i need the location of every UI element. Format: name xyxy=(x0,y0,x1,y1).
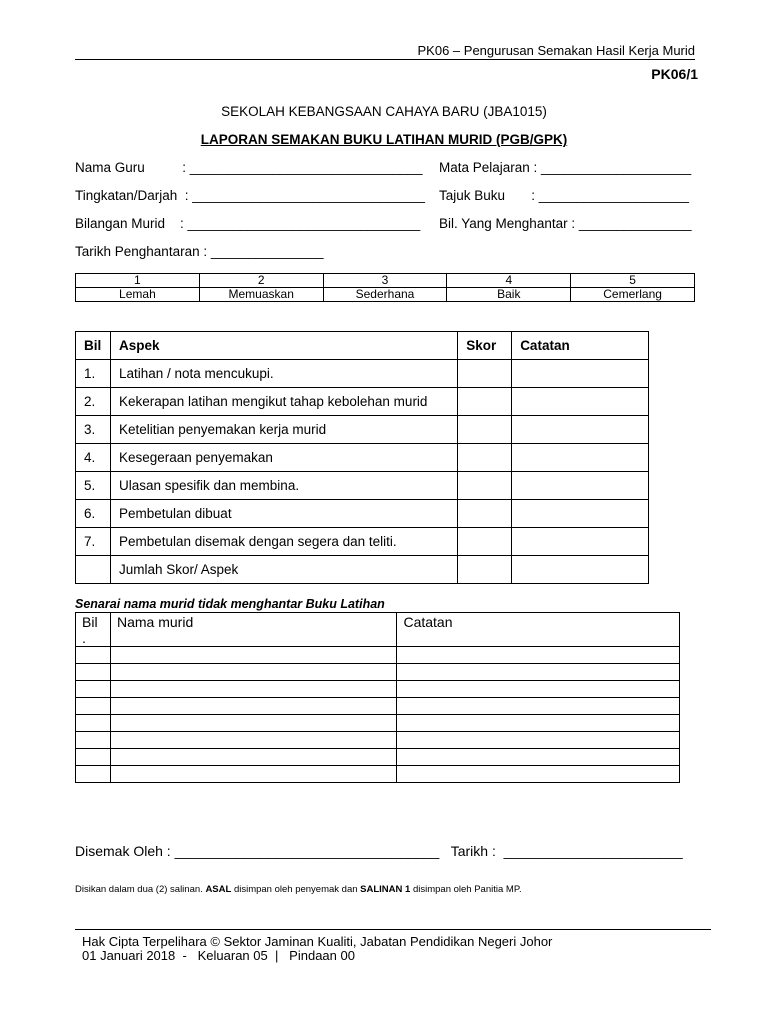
scale-number: 5 xyxy=(571,274,695,288)
note-text: Disikan dalam dua (2) salinan. xyxy=(75,884,206,895)
catatan-cell[interactable] xyxy=(512,416,649,444)
scale-number: 3 xyxy=(323,274,447,288)
murid-catatan-cell[interactable] xyxy=(397,715,680,732)
note-text: disimpan oleh Panitia MP. xyxy=(410,884,522,895)
bil-header: Bil xyxy=(76,332,111,360)
murid-list-table xyxy=(75,612,680,783)
nama-murid-cell[interactable] xyxy=(110,766,396,783)
murid-bil-header xyxy=(76,613,111,647)
bil-menghantar-field: Bil. Yang Menghantar : _______________ xyxy=(439,216,692,231)
nama-murid-cell[interactable] xyxy=(110,647,396,664)
aspek-row xyxy=(76,528,649,556)
aspek-text: Pembetulan disemak dengan segera dan teliti. xyxy=(110,528,457,556)
skor-cell[interactable] xyxy=(458,388,512,416)
murid-bil-cell[interactable] xyxy=(76,732,111,749)
aspek-row xyxy=(76,444,649,472)
aspek-bil: 4. xyxy=(76,444,111,472)
scale-label: Memuaskan xyxy=(199,288,323,302)
murid-catatan-cell[interactable] xyxy=(397,664,680,681)
skor-cell[interactable] xyxy=(458,528,512,556)
tingkatan-darjah-field: Tingkatan/Darjah : _______________________________ xyxy=(75,188,426,203)
nama-murid-cell[interactable] xyxy=(110,698,396,715)
tajuk-buku-field: Tajuk Buku : ____________________ xyxy=(439,188,689,203)
scale-label-row xyxy=(76,288,695,302)
murid-bil-cell[interactable] xyxy=(76,698,111,715)
catatan-header: Catatan xyxy=(512,332,649,360)
note-salinan: SALINAN 1 xyxy=(360,884,411,895)
murid-catatan-cell[interactable] xyxy=(397,749,680,766)
scale-label: Baik xyxy=(447,288,571,302)
aspek-row xyxy=(76,388,649,416)
aspek-bil: 1. xyxy=(76,360,111,388)
aspek-bil: 6. xyxy=(76,500,111,528)
murid-bil-label: Bil xyxy=(82,614,98,630)
murid-bil-cell[interactable] xyxy=(76,715,111,732)
disemak-oleh-line: Disemak Oleh : __________________________________ Tarikh : _______________________ xyxy=(75,843,683,859)
nama-murid-cell[interactable] xyxy=(110,715,396,732)
document-header-title: PK06 – Pengurusan Semakan Hasil Kerja Murid xyxy=(417,43,695,58)
catatan-cell[interactable] xyxy=(512,444,649,472)
catatan-cell[interactable] xyxy=(512,528,649,556)
murid-catatan-cell[interactable] xyxy=(397,732,680,749)
header-divider xyxy=(75,59,695,60)
jumlah-bil xyxy=(76,556,111,584)
aspek-bil: 3. xyxy=(76,416,111,444)
skor-header: Skor xyxy=(458,332,512,360)
murid-catatan-cell[interactable] xyxy=(397,766,680,783)
skor-cell[interactable] xyxy=(458,360,512,388)
aspek-bil: 2. xyxy=(76,388,111,416)
murid-bil-cell[interactable] xyxy=(76,647,111,664)
form-code: PK06/1 xyxy=(651,66,698,82)
bilangan-murid-field: Bilangan Murid : _______________________________ xyxy=(75,216,421,231)
aspek-row xyxy=(76,360,649,388)
tarikh-penghantaran-field: Tarikh Penghantaran : _______________ xyxy=(75,244,324,259)
murid-row xyxy=(76,664,680,681)
nama-murid-cell[interactable] xyxy=(110,749,396,766)
murid-row xyxy=(76,766,680,783)
catatan-cell[interactable] xyxy=(512,500,649,528)
rating-scale-table xyxy=(75,273,695,302)
skor-cell[interactable] xyxy=(458,500,512,528)
scale-number: 2 xyxy=(199,274,323,288)
skor-cell[interactable] xyxy=(458,444,512,472)
skor-cell[interactable] xyxy=(458,472,512,500)
aspek-text: Latihan / nota mencukupi. xyxy=(110,360,457,388)
scale-number: 4 xyxy=(447,274,571,288)
nama-murid-cell[interactable] xyxy=(110,664,396,681)
murid-bil-dot: . xyxy=(82,630,86,646)
jumlah-row xyxy=(76,556,649,584)
scale-label: Sederhana xyxy=(323,288,447,302)
aspek-bil: 5. xyxy=(76,472,111,500)
murid-catatan-cell[interactable] xyxy=(397,681,680,698)
murid-row xyxy=(76,732,680,749)
aspek-row xyxy=(76,500,649,528)
footer-divider xyxy=(75,929,711,930)
scale-number-row xyxy=(76,274,695,288)
nama-murid-cell[interactable] xyxy=(110,681,396,698)
murid-row xyxy=(76,715,680,732)
murid-list-title: Senarai nama murid tidak menghantar Buku Latihan xyxy=(75,597,385,611)
skor-cell[interactable] xyxy=(458,416,512,444)
footer-copyright: Hak Cipta Terpelihara © Sektor Jaminan Kualiti, Jabatan Pendidikan Negeri Johor xyxy=(82,934,553,949)
murid-catatan-header: Catatan xyxy=(397,613,680,647)
aspek-text: Ketelitian penyemakan kerja murid xyxy=(110,416,457,444)
murid-header-row xyxy=(76,613,680,647)
scale-label: Cemerlang xyxy=(571,288,695,302)
aspek-row xyxy=(76,416,649,444)
aspek-text: Kekerapan latihan mengikut tahap kebolehan murid xyxy=(110,388,457,416)
jumlah-skor-cell[interactable] xyxy=(458,556,512,584)
murid-bil-cell[interactable] xyxy=(76,749,111,766)
footer-revision: 01 Januari 2018 - Keluaran 05 | Pindaan 00 xyxy=(82,948,355,963)
murid-catatan-cell[interactable] xyxy=(397,647,680,664)
mata-pelajaran-field: Mata Pelajaran : ____________________ xyxy=(439,160,692,175)
aspek-header: Aspek xyxy=(110,332,457,360)
aspek-table xyxy=(75,331,649,584)
jumlah-label: Jumlah Skor/ Aspek xyxy=(110,556,457,584)
murid-row xyxy=(76,681,680,698)
catatan-cell[interactable] xyxy=(512,360,649,388)
aspek-text: Kesegeraan penyemakan xyxy=(110,444,457,472)
note-text: disimpan oleh penyemak dan xyxy=(231,884,361,895)
scale-label: Lemah xyxy=(76,288,200,302)
murid-bil-cell[interactable] xyxy=(76,766,111,783)
aspek-header-row xyxy=(76,332,649,360)
aspek-row xyxy=(76,472,649,500)
murid-row xyxy=(76,698,680,715)
nama-guru-field: Nama Guru : _______________________________ xyxy=(75,160,423,175)
note-asal: ASAL xyxy=(205,884,232,895)
jumlah-catatan-cell[interactable] xyxy=(512,556,649,584)
copy-instruction-note xyxy=(75,884,522,895)
aspek-text: Pembetulan dibuat xyxy=(110,500,457,528)
nama-murid-header: Nama murid xyxy=(110,613,396,647)
scale-number: 1 xyxy=(76,274,200,288)
aspek-text: Ulasan spesifik dan membina. xyxy=(110,472,457,500)
murid-row xyxy=(76,647,680,664)
report-title: LAPORAN SEMAKAN BUKU LATIHAN MURID (PGB/GPK) xyxy=(200,132,568,147)
aspek-bil: 7. xyxy=(76,528,111,556)
murid-row xyxy=(76,749,680,766)
murid-bil-cell[interactable] xyxy=(76,664,111,681)
murid-bil-cell[interactable] xyxy=(76,681,111,698)
school-name: SEKOLAH KEBANGSAAN CAHAYA BARU (JBA1015) xyxy=(221,104,547,119)
murid-catatan-cell[interactable] xyxy=(397,698,680,715)
catatan-cell[interactable] xyxy=(512,472,649,500)
catatan-cell[interactable] xyxy=(512,388,649,416)
nama-murid-cell[interactable] xyxy=(110,732,396,749)
